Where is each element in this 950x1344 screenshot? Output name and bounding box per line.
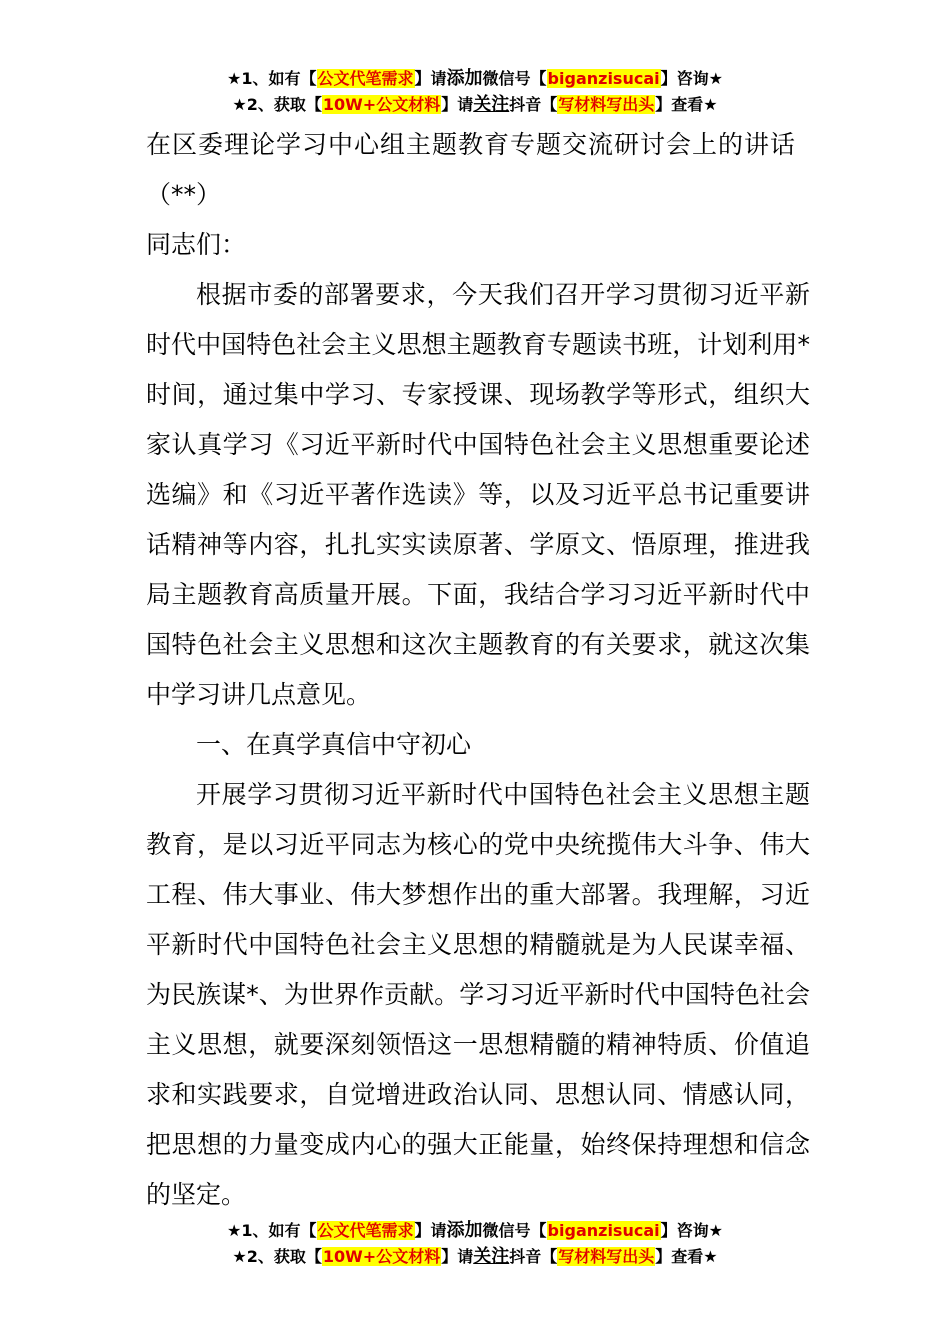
banner-text: 】请: [441, 1247, 474, 1266]
banner-emphasis: 关注: [473, 94, 510, 115]
banner-text: 】请: [414, 69, 447, 88]
highlight-douyin-account: 写材料写出头: [558, 1247, 655, 1266]
banner-text: 】查看★: [655, 95, 718, 114]
highlight-wechat-id: biganzisucai: [547, 69, 660, 88]
banner-emphasis: 添加: [446, 68, 483, 89]
document-title: 在区委理论学习中心组主题教育专题交流研讨会上的讲话: [146, 130, 797, 159]
banner-line-1: [0, 1218, 950, 1244]
banner-emphasis: 关注: [473, 1246, 510, 1267]
paragraph-intro: 根据市委的部署要求，今天我们召开学习贯彻习近平新时代中国特色社会主义思想主题教育专题读书班，计划利用*时间，通过集中学习、专家授课、现场教学等形式，组织大家认真学习《习近平新时代中国特色社会主义思想重要论述选编》和《习近平著作选读》等，以及习近平总书记重要讲话精神等内容，扎扎实实读原著、学原文、悟原理，推进我局主题教育高质量开展。下面，我结合学习习近平新时代中国特色社会主义思想和这次主题教育的有关要求，就这次集中学习讲几点意见。: [146, 280, 810, 709]
banner-line-1: [0, 66, 950, 92]
banner-text: ★2、获取【: [232, 95, 322, 114]
banner-text: 】咨询★: [660, 69, 723, 88]
highlight-materials: 10W+公文材料: [322, 95, 441, 114]
banner-line-2: [0, 1244, 950, 1270]
highlight-douyin-account: 写材料写出头: [558, 95, 655, 114]
banner-text: 抖音【: [509, 1247, 558, 1266]
banner-text: 】请: [414, 1221, 447, 1240]
banner-text: 】咨询★: [660, 1221, 723, 1240]
section-heading: 一、在真学真信中守初心: [196, 730, 472, 759]
highlight-service: 公文代笔需求: [317, 69, 414, 88]
banner-text: 】查看★: [655, 1247, 718, 1266]
highlight-wechat-id: biganzisucai: [547, 1221, 660, 1240]
bottom-banner: [0, 1218, 950, 1270]
document-author: （**）: [146, 180, 222, 209]
banner-text: ★1、如有【: [227, 69, 317, 88]
banner-text: ★2、获取【: [232, 1247, 322, 1266]
paragraph-section-1: 开展学习贯彻习近平新时代中国特色社会主义思想主题教育，是以习近平同志为核心的党中央统揽伟大斗争、伟大工程、伟大事业、伟大梦想作出的重大部署。我理解，习近平新时代中国特色社会主义思想的精髓就是为人民谋幸福、为民族谋*、为世界作贡献。学习习近平新时代中国特色社会主义思想，就要深刻领悟这一思想精髓的精神特质、价值追求和实践要求，自觉增进政治认同、思想认同、情感认同，把思想的力量变成内心的强大正能量，始终保持理想和信念的坚定。: [146, 780, 810, 1209]
banner-emphasis: 添加: [446, 1220, 483, 1241]
highlight-service: 公文代笔需求: [317, 1221, 414, 1240]
highlight-materials: 10W+公文材料: [322, 1247, 441, 1266]
banner-text: ★1、如有【: [227, 1221, 317, 1240]
document-body: [146, 120, 810, 1220]
banner-text: 】请: [441, 95, 474, 114]
banner-text: 抖音【: [509, 95, 558, 114]
banner-text: 微信号【: [482, 69, 547, 88]
top-banner: [0, 66, 950, 118]
banner-text: 微信号【: [482, 1221, 547, 1240]
salutation: 同志们：: [146, 230, 247, 259]
banner-line-2: [0, 92, 950, 118]
